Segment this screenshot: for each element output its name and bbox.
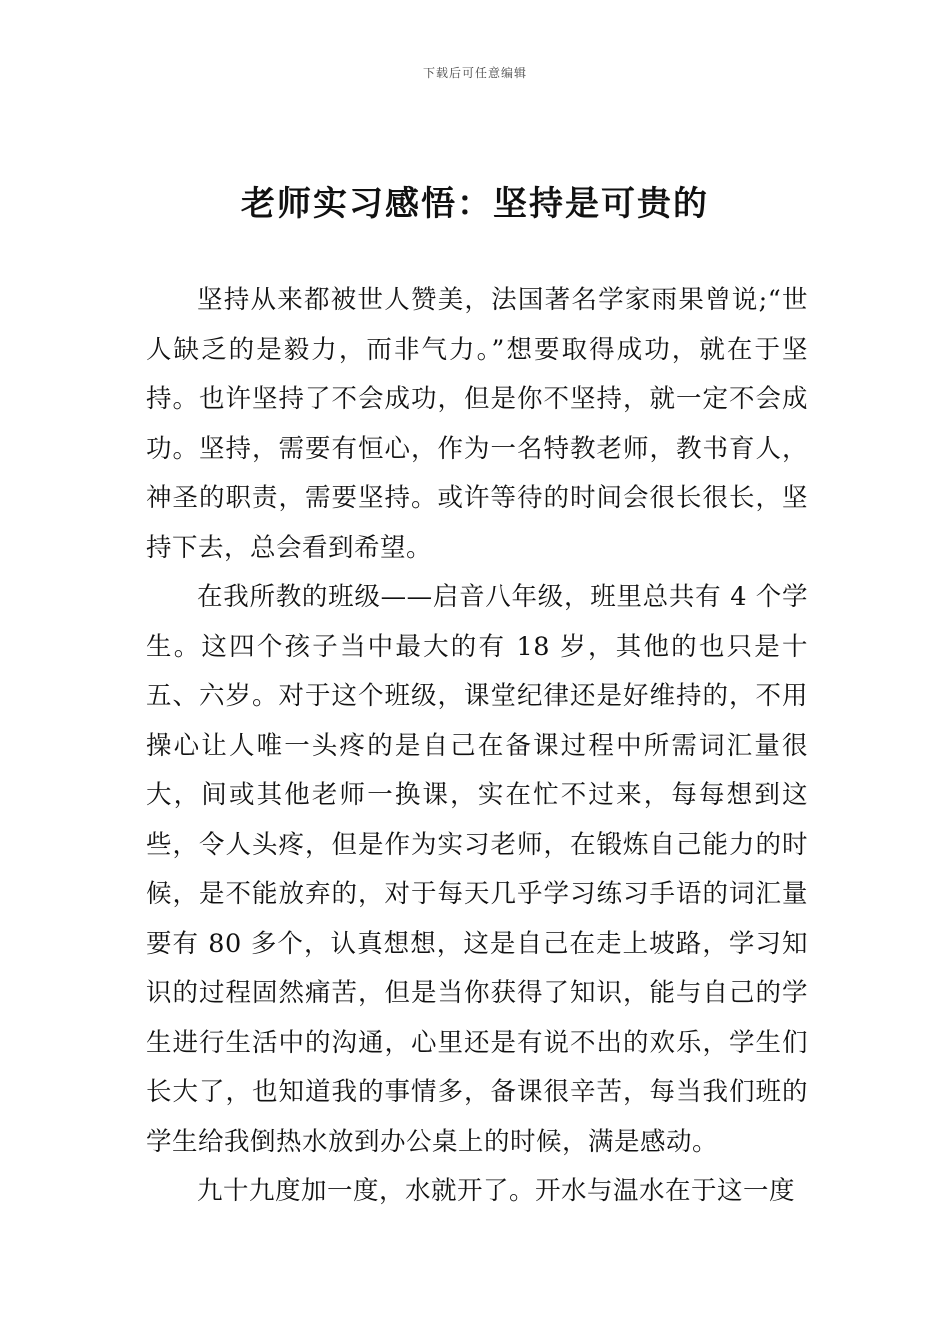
document-body xyxy=(146,276,808,1217)
paragraph-3: 九十九度加一度，水就开了。开水与温水在于这一度 xyxy=(197,1176,796,1206)
paragraph-1: 坚持从来都被世人赞美，法国著名学家雨果曾说;“世人缺乏的是毅力，而非气力。”想要取得成功，就在于坚持。也许坚持了不会成功，但是你不坚持，就一定不会成功。坚持，需要有恒心，作为一名特教老师，教书育人，神圣的职责，需要坚持。或许等待的时间会很长很长，坚持下去，总会看到希望。 xyxy=(146,285,808,563)
header-note: 下载后可任意编辑 xyxy=(422,66,527,80)
paragraph-2: 在我所教的班级——启音八年级，班里总共有 4 个学生。这四个孩子当中最大的有 18 岁，其他的也只是十五、六岁。对于这个班级，课堂纪律还是好维持的，不用操心让人唯一头疼的是自己在备课过程中所需词汇量很大，间或其他老师一换课，实在忙不过来，每每想到这些，令人头疼，但是作为实习老师，在锻炼自己能力的时候，是不能放弃的，对于每天几乎学习练习手语的词汇量要有 80 多个，认真想想，这是自己在走上坡路，学习知识的过程固然痛苦，但是当你获得了知识，能与自己的学生进行生活中的沟通，心里还是有说不出的欢乐，学生们长大了，也知道我的事情多，备课很辛苦，每当我们班的学生给我倒热水放到办公桌上的时候，满是感动。 xyxy=(146,582,808,1157)
document-title: 老师实习感悟：坚持是可贵的 xyxy=(241,184,709,224)
